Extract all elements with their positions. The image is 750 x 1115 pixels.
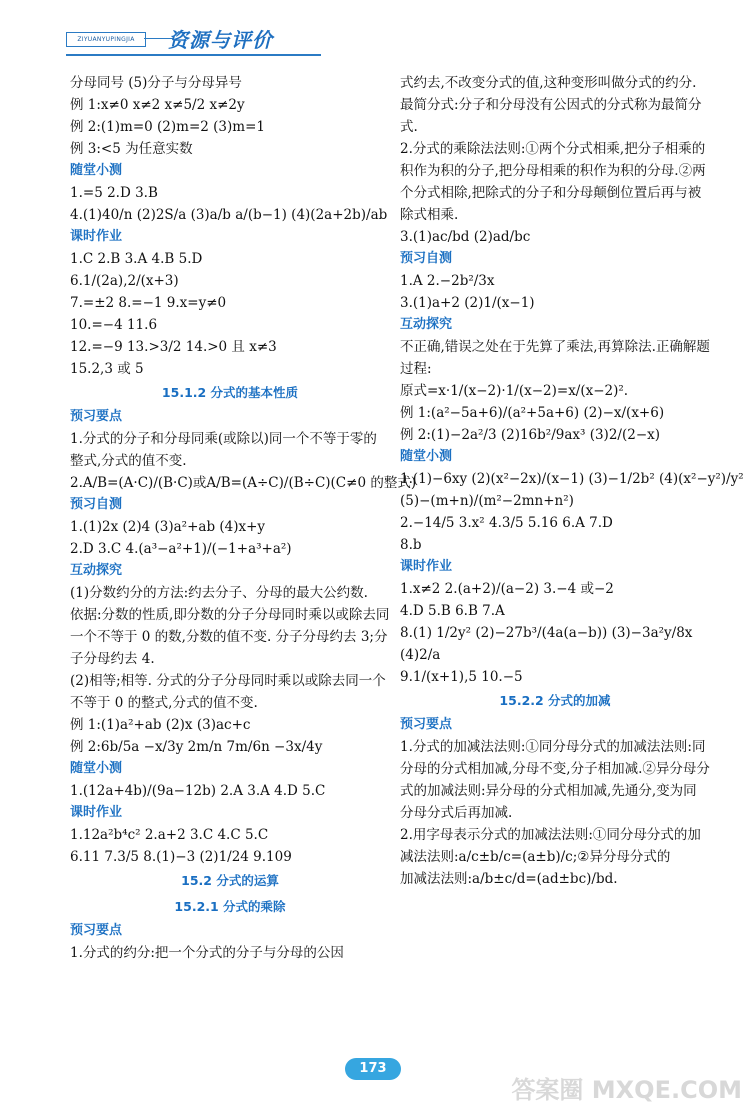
answer-line: 不正确,错误之处在于先算了乘法,再算除法.正确解题过程: <box>400 339 710 377</box>
header-rule <box>66 54 321 56</box>
answer-line: 1.分式的分子和分母同乘(或除以)同一个不等于零的整式,分式的值不变. <box>70 431 377 469</box>
section-heading: 预习自测 <box>70 497 123 512</box>
answer-line: (1)分数约分的方法:约去分子、分母的最大公约数. <box>70 585 368 601</box>
answer-line: (5)−(m+n)/(m²−2mn+n²) <box>400 493 574 509</box>
answer-line: (2)相等;相等. 分式的分子分母同时乘以或除去同一个不等于 0 的整式,分式的值不变. <box>70 673 386 711</box>
answer-line: 1.(1)−6xy (2)(x²−2x)/(x−1) (3)−1/2b² (4)(x²−y²)/y² <box>400 471 744 487</box>
section-heading: 随堂小测 <box>70 163 123 178</box>
answer-line: 7.=±2 8.=−1 9.x=y≠0 <box>70 295 227 311</box>
section-heading: 预习要点 <box>70 923 123 938</box>
answer-line: 4.D 5.B 6.B 7.A <box>400 603 505 619</box>
answer-line: 1.12a²b⁴c² 2.a+2 3.C 4.C 5.C <box>70 827 269 843</box>
answer-line: 分母同号 (5)分子与分母异号 <box>70 75 242 91</box>
answer-line: 12.=−9 13.>3/2 14.>0 且 x≠3 <box>70 339 277 355</box>
answer-line: 1.=5 2.D 3.B <box>70 185 158 201</box>
subsection-title: 15.2 分式的运算 <box>181 873 279 888</box>
subsection-title: 15.2.1 分式的乘除 <box>174 899 286 914</box>
section-heading: 随堂小测 <box>400 449 453 464</box>
answer-line: 例 2:(1)m=0 (2)m=2 (3)m=1 <box>70 119 265 135</box>
answer-line: 1.x≠2 2.(a+2)/(a−2) 3.−4 或−2 <box>400 581 614 597</box>
answer-line: 加减法法则:a/b±c/d=(ad±bc)/bd. <box>400 871 618 887</box>
answer-line: 2.−14/5 3.x² 4.3/5 5.16 6.A 7.D <box>400 515 613 531</box>
answer-line: 3.(1)ac/bd (2)ad/bc <box>400 229 531 245</box>
answer-line: 依据:分数的性质,即分数的分子分母同时乘以或除去同一个不等于 0 的数,分数的值不变. 分子分母约去 3;分子分母约去 4. <box>70 607 390 667</box>
section-heading: 预习要点 <box>400 717 453 732</box>
answer-line: 例 1:x≠0 x≠2 x≠5/2 x≠2y <box>70 97 245 113</box>
section-heading: 互动探究 <box>70 563 123 578</box>
answer-line: 1.C 2.B 3.A 4.B 5.D <box>70 251 203 267</box>
answer-line: 9.1/(x+1),5 10.−5 <box>400 669 523 685</box>
page-header <box>66 20 326 60</box>
answer-line: 6.1/(2a),2/(x+3) <box>70 273 179 289</box>
section-heading: 预习自测 <box>400 251 453 266</box>
answer-line: 6.11 7.3/5 8.(1)−3 (2)1/24 9.109 <box>70 849 292 865</box>
section-heading: 预习要点 <box>70 409 123 424</box>
answer-line: 2.用字母表示分式的加减法法则:①同分母分式的加减法法则:a/c±b/c=(a±b)/c;②异分母分式的 <box>400 827 701 865</box>
answer-line: (4)2/a <box>400 647 441 663</box>
section-heading: 课时作业 <box>70 805 123 820</box>
watermark: 答案圈 MXQE.COM <box>511 1076 742 1104</box>
subsection-title: 15.1.2 分式的基本性质 <box>161 385 299 400</box>
answer-line: 4.(1)40/n (2)2S/a (3)a/b a/(b−1) (4)(2a+2b)/ab <box>70 207 388 223</box>
answer-line: 8.(1) 1/2y² (2)−27b³/(4a(a−b)) (3)−3a²y/8x <box>400 625 693 641</box>
answer-line: 15.2,3 或 5 <box>70 361 144 377</box>
answer-line: 例 1:(a²−5a+6)/(a²+5a+6) (2)−x/(x+6) <box>400 405 665 421</box>
answer-line: 2.分式的乘除法法则:①两个分式相乘,把分子相乘的积作为积的分子,把分母相乘的积作为积的分母.②两个分式相除,把除式的分子和分母颠倒位置后再与被除式相乘. <box>400 141 706 223</box>
page-number: 173 <box>345 1058 401 1080</box>
answer-line: 10.=−4 11.6 <box>70 317 158 333</box>
section-heading: 课时作业 <box>400 559 453 574</box>
section-heading: 互动探究 <box>400 317 453 332</box>
answer-line: 8.b <box>400 537 422 553</box>
answer-line: 1.分式的约分:把一个分式的分子与分母的公因 <box>70 945 344 961</box>
answer-line: 例 2:(1)−2a²/3 (2)16b²/9ax³ (3)2/(2−x) <box>400 427 661 443</box>
answer-line: 原式=x·1/(x−2)·1/(x−2)=x/(x−2)². <box>400 383 629 399</box>
header-title: 资源与评价 <box>168 28 273 52</box>
right-column <box>400 72 744 890</box>
answer-line: 1.(1)2x (2)4 (3)a²+ab (4)x+y <box>70 519 266 535</box>
header-logo: ZIYUANYUPINGJIA <box>66 32 146 47</box>
answer-line: 1.分式的加减法法则:①同分母分式的加减法法则:同分母的分式相加减,分母不变,分子相加减.②异分母分式的加减法则:异分母的分式相加减,先通分,变为同分母分式后再加减. <box>400 739 710 821</box>
answer-line: 例 2:6b/5a −x/3y 2m/n 7m/6n −3x/4y <box>70 739 323 755</box>
answer-line: 2.D 3.C 4.(a³−a²+1)/(−1+a³+a²) <box>70 541 292 557</box>
answer-line: 3.(1)a+2 (2)1/(x−1) <box>400 295 535 311</box>
section-heading: 随堂小测 <box>70 761 123 776</box>
section-heading: 课时作业 <box>70 229 123 244</box>
answer-line: 式约去,不改变分式的值,这种变形叫做分式的约分. 最简分式:分子和分母没有公因式的分式称为最简分式. <box>400 75 702 135</box>
answer-line: 1.A 2.−2b²/3x <box>400 273 495 289</box>
answer-line: 例 3:<5 为任意实数 <box>70 141 193 157</box>
answer-line: 1.(12a+4b)/(9a−12b) 2.A 3.A 4.D 5.C <box>70 783 326 799</box>
answer-line: 例 1:(1)a²+ab (2)x (3)ac+c <box>70 717 251 733</box>
subsection-title: 15.2.2 分式的加减 <box>499 693 611 708</box>
answer-line: 2.A/B=(A·C)/(B·C)或A/B=(A÷C)/(B÷C)(C≠0 的整式) <box>70 475 417 491</box>
